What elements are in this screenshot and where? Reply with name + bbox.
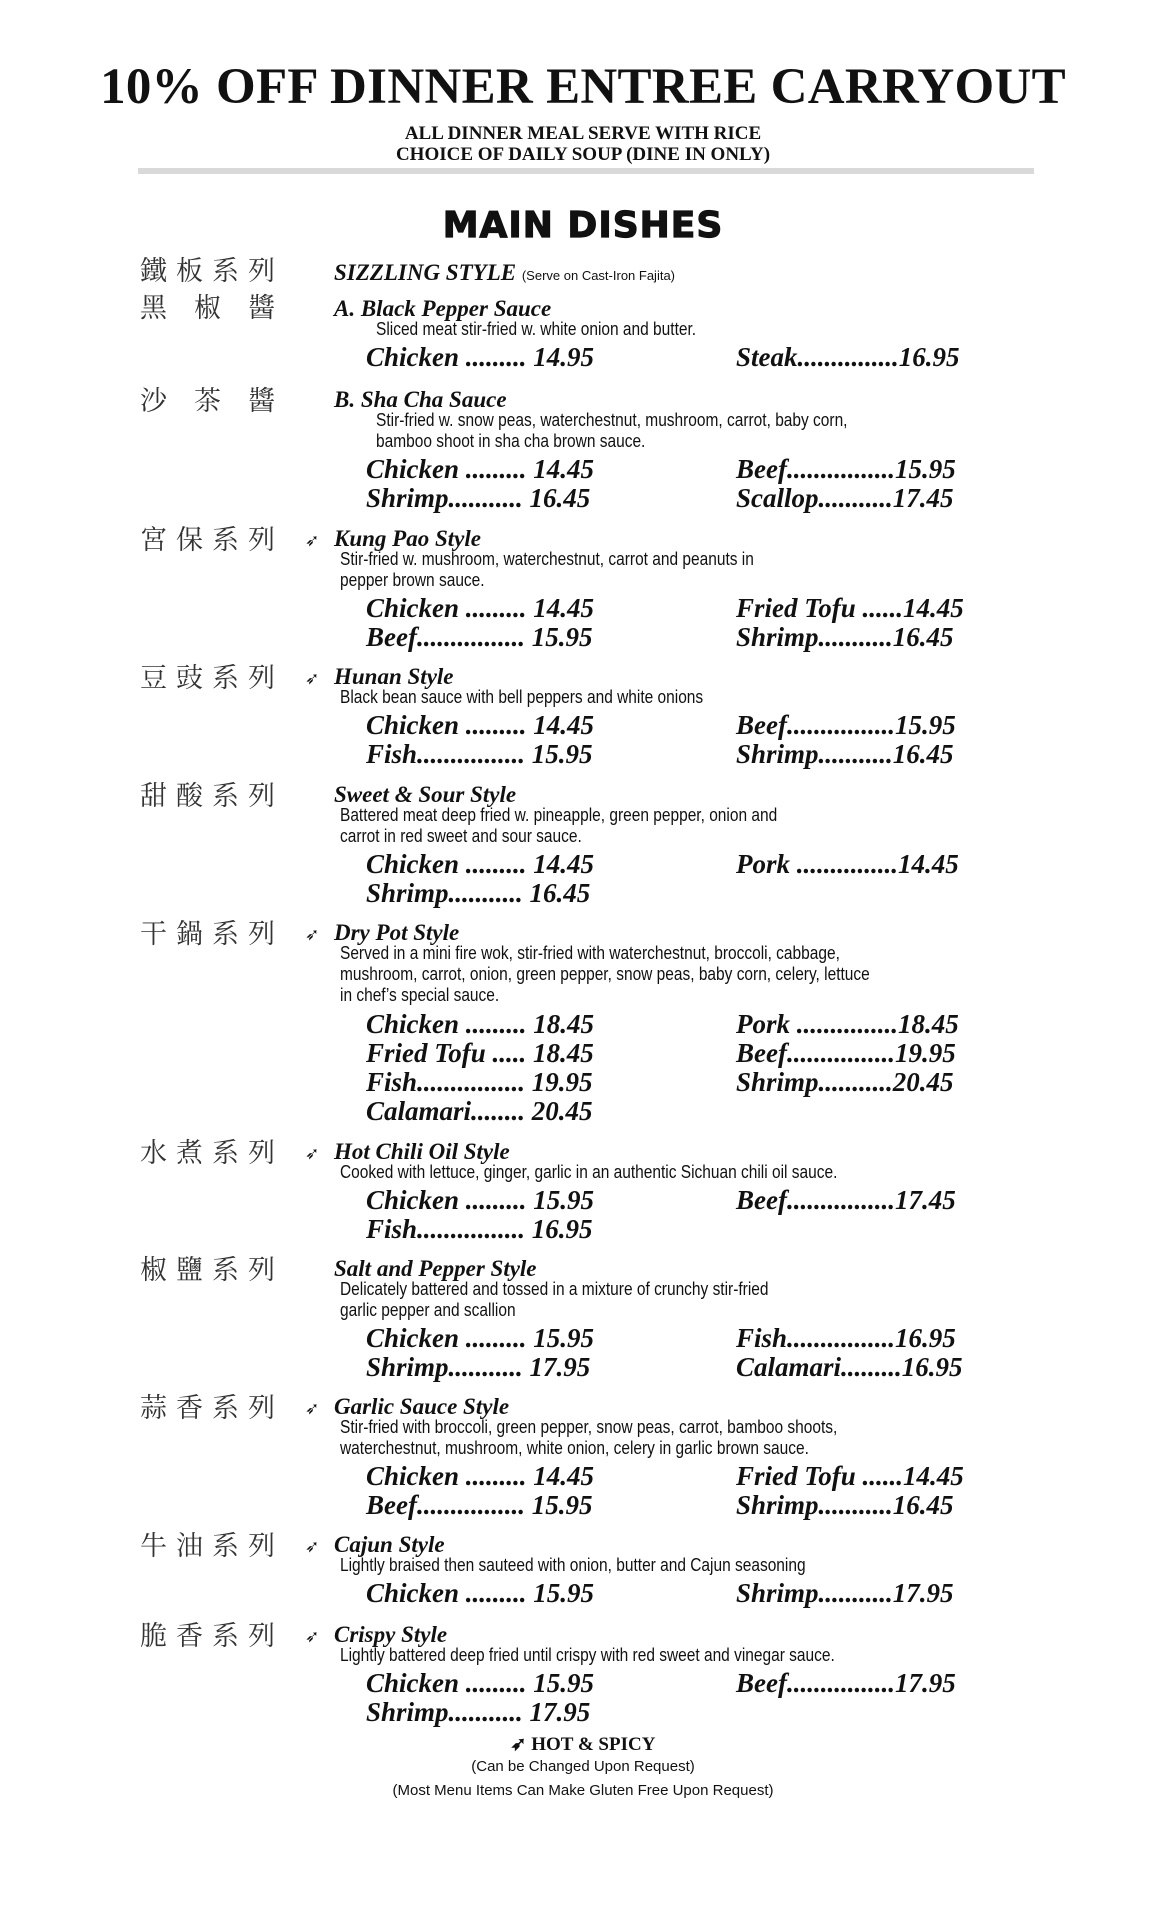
dry-pot-chinese-label: 干 鍋 系 列 (140, 919, 275, 950)
hunan-price-beef: Beef................15.95 (736, 710, 956, 740)
dry-pot-price-calamari: Calamari........ 20.45 (366, 1096, 593, 1126)
crispy-desc: Lightly battered deep fried until crispy with red sweet and vinegar sauce. (340, 1645, 835, 1665)
hot-chili-price-fish: Fish................ 16.95 (366, 1214, 593, 1244)
hot-chili-name: Hot Chili Oil Style (334, 1139, 510, 1164)
crispy-price-chicken: Chicken ......... 15.95 (366, 1668, 595, 1698)
soup-note: CHOICE OF DAILY SOUP (DINE IN ONLY) (395, 144, 771, 165)
hot-spicy-legend: ➶ HOT & SPICY (510, 1734, 656, 1755)
dry-pot-price-fried-tofu: Fried Tofu ..... 18.45 (366, 1038, 594, 1068)
pepper-sauce-price-steak: Steak...............16.95 (736, 342, 960, 372)
hot-chili-price-chicken: Chicken ......... 15.95 (366, 1185, 595, 1215)
sweet-sour-price-pork: Pork ...............14.45 (736, 849, 959, 879)
cajun-desc: Lightly braised then sauteed with onion, butter and Cajun seasoning (340, 1555, 806, 1575)
sweet-sour-chinese-label: 甜 酸 系 列 (140, 781, 275, 812)
crispy-name: Crispy Style (334, 1622, 448, 1647)
crispy-price-beef: Beef................17.95 (736, 1668, 956, 1698)
hunan-name: Hunan Style (334, 664, 454, 689)
sweet-sour-price-shrimp: Shrimp........... 16.45 (366, 878, 591, 908)
salt-pepper-price-shrimp: Shrimp........... 17.95 (366, 1352, 591, 1382)
hunan-price-shrimp: Shrimp...........16.45 (736, 739, 954, 769)
section-title: MAIN DISHES (442, 205, 724, 246)
pepper-sauce-name: A. Black Pepper Sauce (334, 296, 552, 321)
sha-cha-price-beef: Beef................15.95 (736, 454, 956, 484)
dry-pot-name: Dry Pot Style (334, 920, 460, 945)
pepper-sauce-desc: Sliced meat stir-fried w. white onion and butter. (376, 319, 697, 339)
hot-spicy-icon: ➶ (305, 1144, 320, 1163)
dry-pot-price-beef: Beef................19.95 (736, 1038, 956, 1068)
sizzling-chinese-label: 鐵 板 系 列 (140, 256, 275, 287)
kung-pao-chinese-label: 宮 保 系 列 (140, 525, 275, 556)
garlic-name: Garlic Sauce Style (334, 1394, 510, 1419)
hot-spicy-icon: ➶ (305, 669, 320, 688)
garlic-chinese-label: 蒜 香 系 列 (140, 1393, 275, 1424)
pepper-sauce-price-chicken: Chicken ......... 14.95 (366, 342, 595, 372)
sweet-sour-price-chicken: Chicken ......... 14.45 (366, 849, 595, 879)
dry-pot-price-shrimp: Shrimp...........20.45 (736, 1067, 954, 1097)
gluten-free-note: (Most Menu Items Can Make Gluten Free Upon Request) (392, 1782, 774, 1799)
hot-chili-desc: Cooked with lettuce, ginger, garlic in an authentic Sichuan chili oil sauce. (340, 1162, 838, 1182)
hot-spicy-icon: ➶ (305, 1399, 320, 1418)
salt-pepper-price-chicken: Chicken ......... 15.95 (366, 1323, 595, 1353)
sha-cha-chinese-label: 沙 茶 醬 (140, 386, 275, 417)
salt-pepper-name: Salt and Pepper Style (334, 1256, 537, 1281)
kung-pao-price-shrimp: Shrimp...........16.45 (736, 622, 954, 652)
kung-pao-price-beef: Beef................ 15.95 (366, 622, 593, 652)
kung-pao-desc: Stir-fried w. mushroom, waterchestnut, carrot and peanuts in pepper brown sauce. (340, 549, 754, 590)
hunan-desc: Black bean sauce with bell peppers and white onions (340, 687, 704, 707)
garlic-price-chicken: Chicken ......... 14.45 (366, 1461, 595, 1491)
kung-pao-price-chicken: Chicken ......... 14.45 (366, 593, 595, 623)
hot-chili-price-beef: Beef................17.45 (736, 1185, 956, 1215)
dry-pot-price-pork: Pork ...............18.45 (736, 1009, 959, 1039)
salt-pepper-price-fish: Fish................16.95 (736, 1323, 956, 1353)
crispy-chinese-label: 脆 香 系 列 (140, 1621, 275, 1652)
hunan-chinese-label: 豆 豉 系 列 (140, 663, 275, 694)
hot-spicy-icon: ➶ (305, 531, 320, 550)
hot-spicy-icon: ➶ (510, 1734, 532, 1755)
salt-pepper-desc: Delicately battered and tossed in a mixture of crunchy stir-fried garlic pepper and scallion (340, 1279, 769, 1320)
cajun-price-chicken: Chicken ......... 15.95 (366, 1578, 595, 1608)
pepper-sauce-chinese-label: 黑 椒 醬 (140, 293, 275, 324)
sha-cha-price-chicken: Chicken ......... 14.45 (366, 454, 595, 484)
sha-cha-name: B. Sha Cha Sauce (334, 387, 507, 412)
hunan-price-chicken: Chicken ......... 14.45 (366, 710, 595, 740)
salt-pepper-chinese-label: 椒 鹽 系 列 (140, 1255, 275, 1286)
hot-spicy-icon: ➶ (305, 1627, 320, 1646)
hot-chili-chinese-label: 水 煮 系 列 (140, 1138, 275, 1169)
garlic-price-shrimp: Shrimp...........16.45 (736, 1490, 954, 1520)
cajun-name: Cajun Style (334, 1532, 445, 1557)
crispy-price-shrimp: Shrimp........... 17.95 (366, 1697, 591, 1727)
promo-headline: 10% OFF DINNER ENTREE CARRYOUT (100, 59, 1066, 115)
kung-pao-price-fried-tofu: Fried Tofu ......14.45 (736, 593, 964, 623)
sizzling-title: SIZZLING STYLE (Serve on Cast-Iron Fajita) (334, 260, 676, 285)
garlic-desc: Stir-fried with broccoli, green pepper, snow peas, carrot, bamboo shoots, waterchestnut, mushroom, white onion, celery in garlic brown sauce. (340, 1417, 838, 1458)
change-request-note: (Can be Changed Upon Request) (471, 1758, 695, 1775)
header-divider (138, 168, 1034, 174)
hot-spicy-icon: ➶ (305, 925, 320, 944)
dry-pot-price-fish: Fish................ 19.95 (366, 1067, 593, 1097)
sweet-sour-name: Sweet & Sour Style (334, 782, 517, 807)
garlic-price-beef: Beef................ 15.95 (366, 1490, 593, 1520)
dry-pot-price-chicken: Chicken ......... 18.45 (366, 1009, 595, 1039)
salt-pepper-price-calamari: Calamari.........16.95 (736, 1352, 963, 1382)
sha-cha-price-shrimp: Shrimp........... 16.45 (366, 483, 591, 513)
garlic-price-fried-tofu: Fried Tofu ......14.45 (736, 1461, 964, 1491)
sweet-sour-desc: Battered meat deep fried w. pineapple, green pepper, onion and carrot in red sweet and sour sauce. (340, 805, 778, 846)
hot-spicy-icon: ➶ (305, 1537, 320, 1556)
dry-pot-desc: Served in a mini fire wok, stir-fried with waterchestnut, broccoli, cabbage, mushroom, carrot, onion, green pepper, snow peas, baby corn, celery, lettuce in chef’s special sauce. (340, 943, 870, 1005)
rice-note: ALL DINNER MEAL SERVE WITH RICE (404, 123, 762, 144)
sha-cha-desc: Stir-fried w. snow peas, waterchestnut, mushroom, carrot, baby corn, bamboo shoot in sha cha brown sauce. (376, 410, 848, 451)
cajun-price-shrimp: Shrimp...........17.95 (736, 1578, 954, 1608)
hunan-price-fish: Fish................ 15.95 (366, 739, 593, 769)
kung-pao-name: Kung Pao Style (334, 526, 481, 551)
sha-cha-price-scallop: Scallop...........17.45 (736, 483, 954, 513)
cajun-chinese-label: 牛 油 系 列 (140, 1531, 275, 1562)
